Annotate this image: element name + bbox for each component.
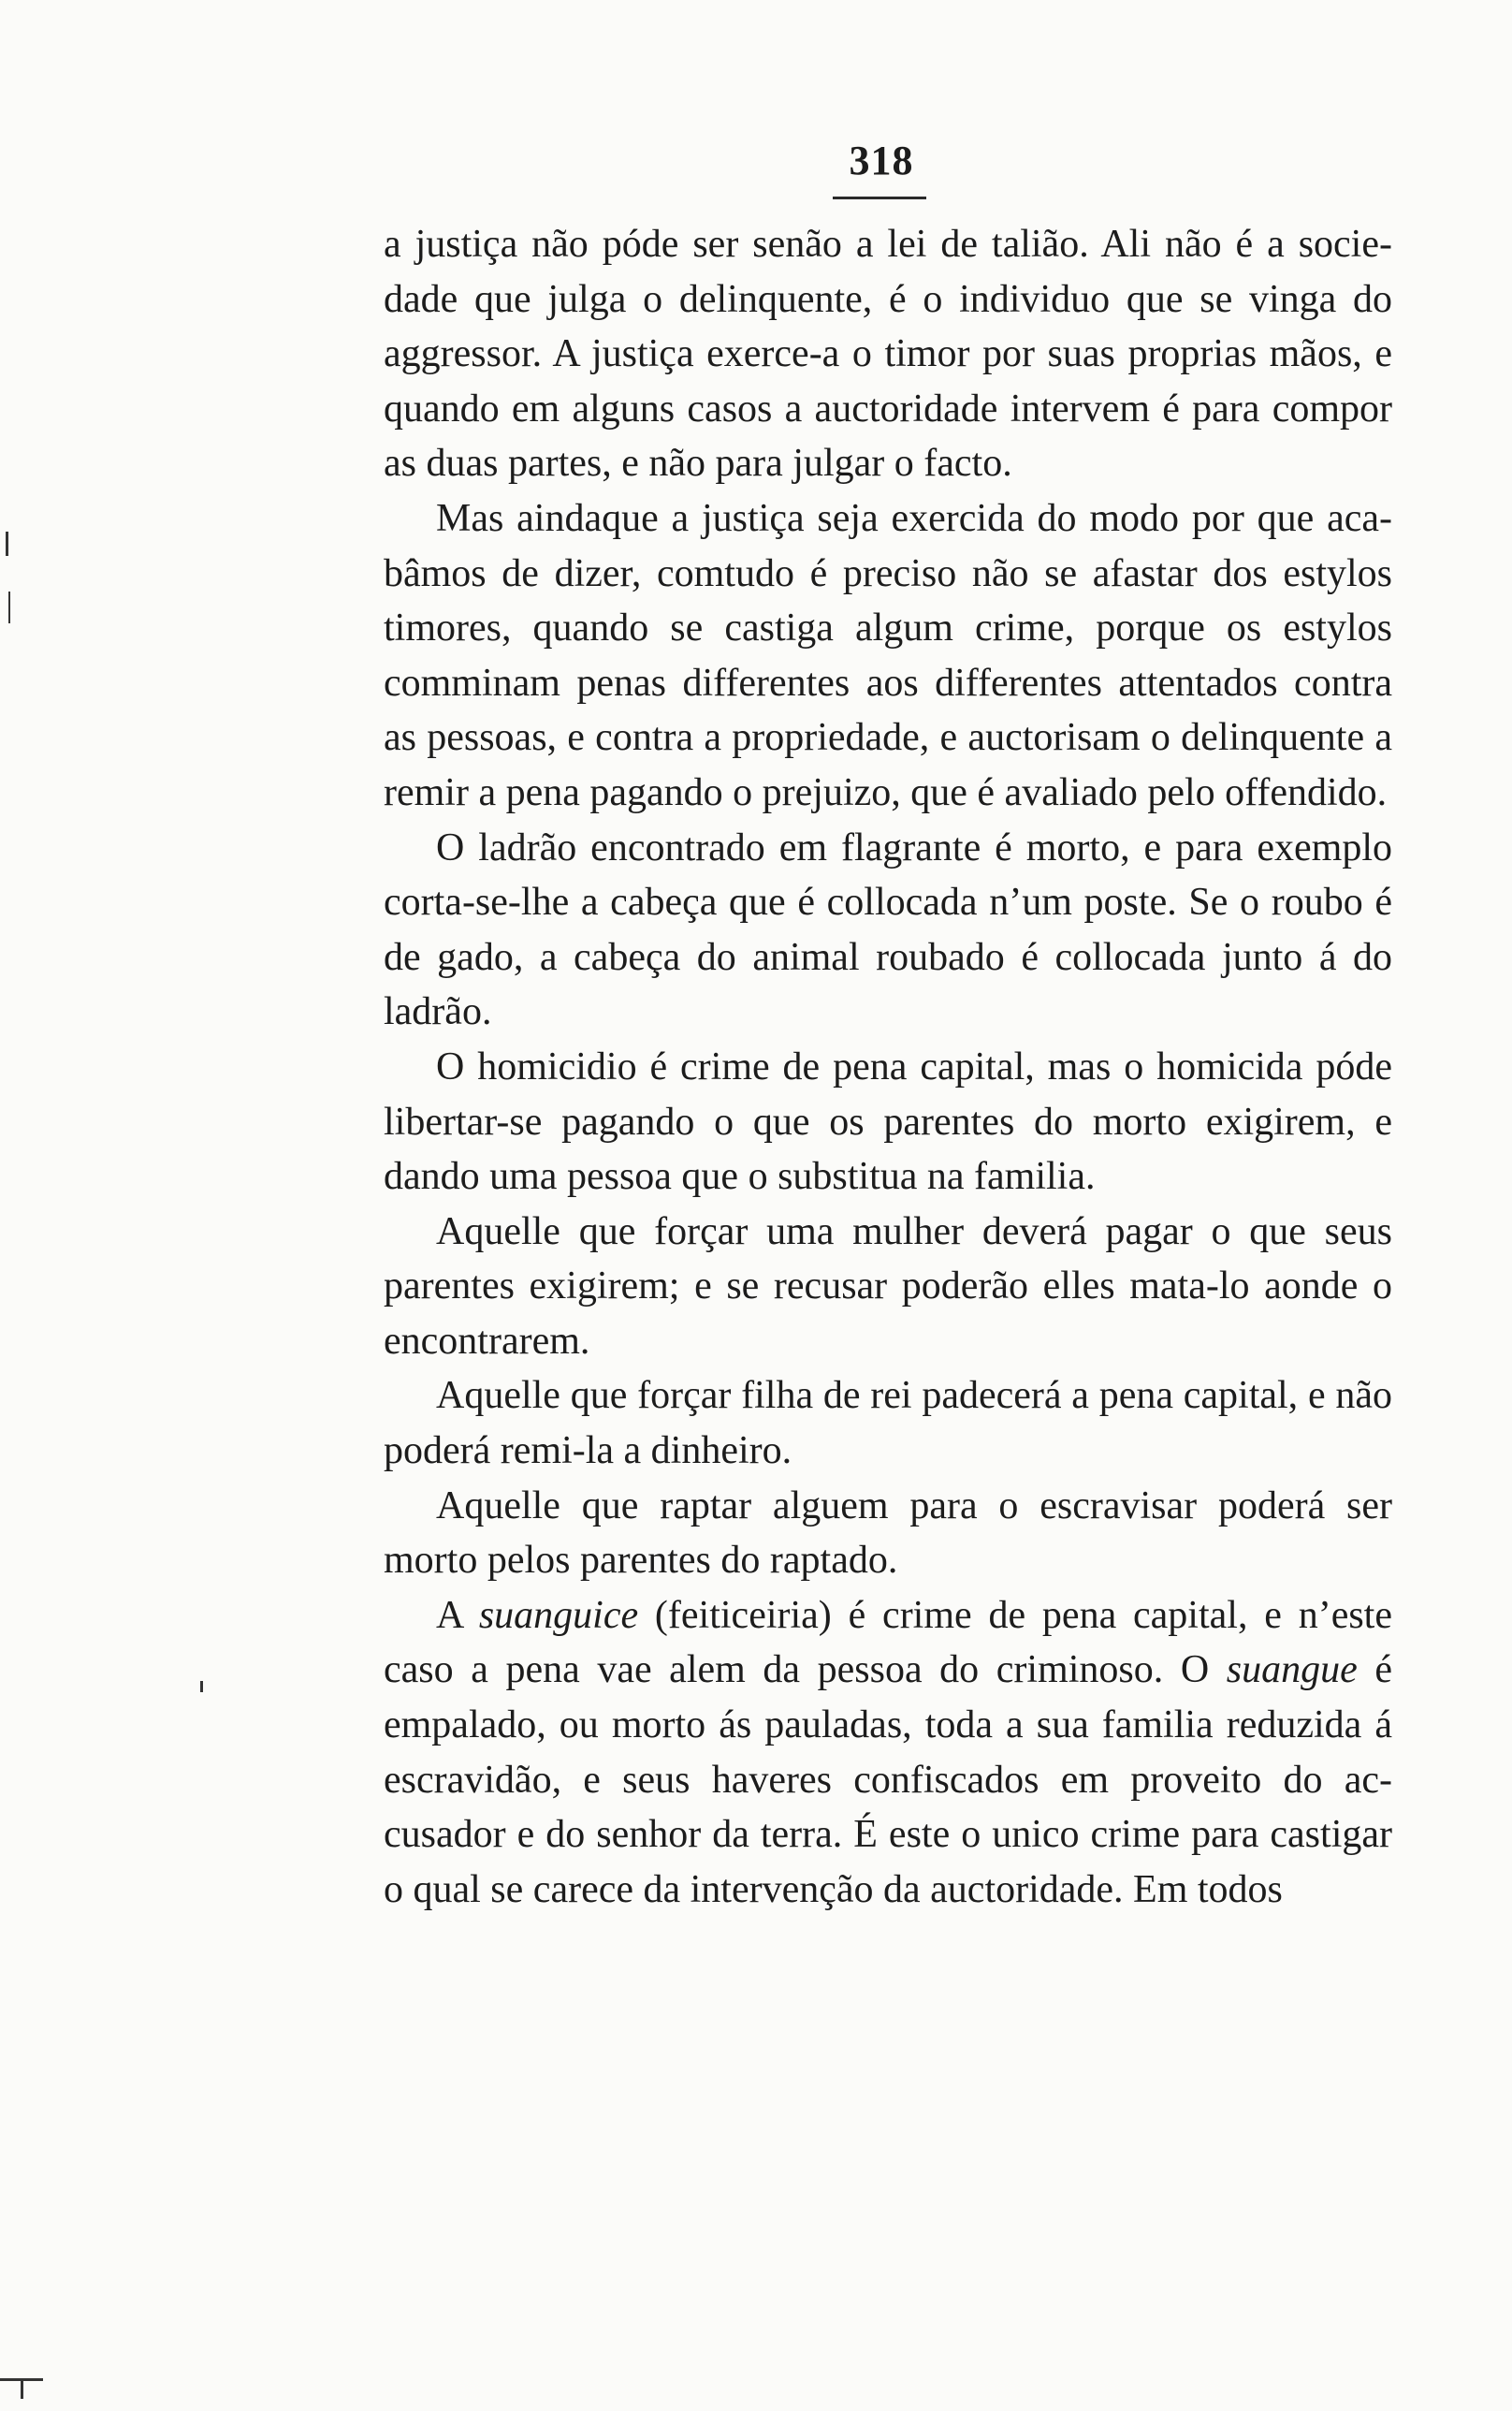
text-run: é empalado, ou morto ás pauladas, toda a sua familia reduzida á escravidão, e seus haveres confiscados em proveito do accusador e do senhor da terra. É este o unico crime para castigar o qual se carece da intervenção da auctoridade. Em todos — [384, 1648, 1392, 1911]
text-run: Mas aindaque a justiça seja exercida do modo por que acabâmos de dizer, comtudo é preciso não se afastar dos estylos timores, quando se castiga algum crime, porque os estylos comminam penas differentes aos differentes attentados contra as pessoas, e contra a propriedade, e auctorisam o delinquente a remir a pena pagando o prejuizo, que é avaliado pelo offendido. — [384, 496, 1392, 814]
header-rule — [833, 197, 926, 199]
text-run: O homicidio é crime de pena capital, mas o homicida póde libertar-se pagando o que os parentes do morto exigirem, e dando uma pessoa que o substitua na familia. — [384, 1045, 1392, 1199]
text-run: Aquelle que raptar alguem para o escravisar poderá ser morto pelos parentes do raptado. — [384, 1483, 1392, 1583]
page-number: 318 — [849, 138, 914, 183]
text-run: a justiça não póde ser senão a lei de talião. Ali não é a sociedade que julga o delinquente, é o individuo que se vinga do aggressor. A justiça exerce-a o timor por suas proprias mãos, e quando em alguns casos a auctoridade intervem é para compor as duas partes, e não para julgar o facto. — [384, 223, 1392, 486]
italic-term: suangue — [1226, 1648, 1358, 1692]
paragraph — [384, 491, 1392, 821]
body-text — [384, 217, 1392, 1917]
paragraph — [384, 217, 1392, 491]
paragraph — [384, 1588, 1392, 1918]
paragraph — [384, 1479, 1392, 1588]
paragraph — [384, 1205, 1392, 1369]
scan-mark — [6, 532, 8, 556]
text-run: Aquelle que forçar filha de rei padecerá a pena capital, e não poderá remi-la a dinheiro. — [384, 1374, 1392, 1473]
text-run: Aquelle que forçar uma mulher deverá pagar o que seus parentes exigirem; e se recusar poderão elles mata-lo aonde o encontrarem. — [384, 1209, 1392, 1363]
text-run: O ladrão encontrado em flagrante é morto, e para exemplo corta-se-lhe a cabeça que é collocada n’um poste. Se o roubo é de gado, a cabeça do animal roubado é collocada junto á do ladrão. — [384, 826, 1392, 1034]
scan-mark — [200, 1681, 203, 1692]
scan-mark — [21, 2378, 23, 2399]
paragraph — [384, 1040, 1392, 1205]
italic-term: suanguice — [478, 1593, 639, 1637]
scan-mark — [8, 592, 10, 623]
text-run: (feiticeiria) é crime de pena capital, e n’este caso a pena vae alem da pessoa do criminoso. O — [384, 1593, 1392, 1692]
paragraph — [384, 1368, 1392, 1478]
paragraph — [384, 821, 1392, 1040]
text-run: A — [436, 1593, 479, 1637]
